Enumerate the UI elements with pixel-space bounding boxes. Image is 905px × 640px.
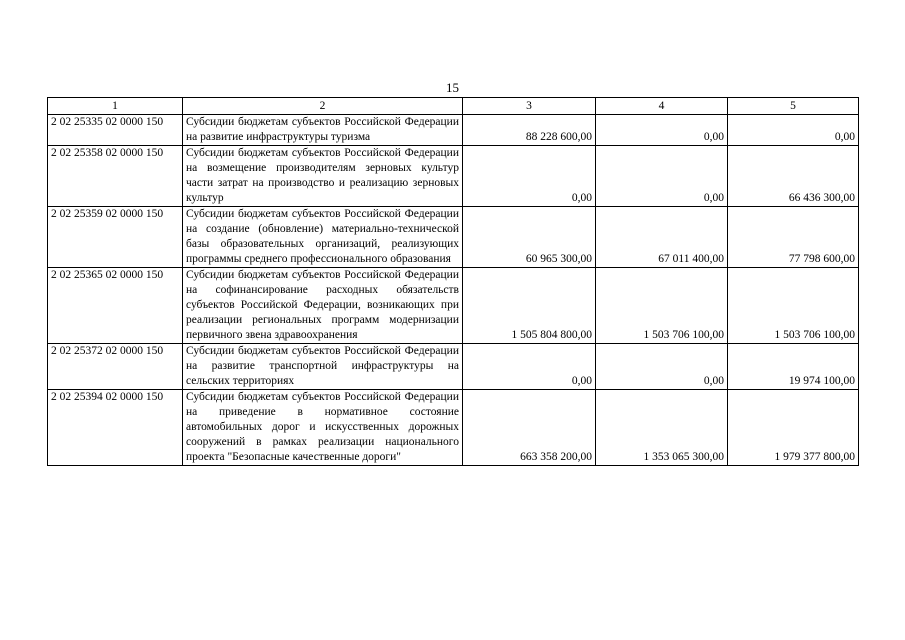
amount-col3: 0,00 [463,146,596,207]
table-row [48,207,859,268]
amount-col3: 60 965 300,00 [463,207,596,268]
row-description: Субсидии бюджетам субъектов Российской Федерации на приведение в нормативное состояние автомобильных дорог и искусственных дорожных сооружений в рамках реализации национального проекта "Безопасные качественные дороги" [183,390,463,466]
amount-col4: 67 011 400,00 [596,207,728,268]
amount-col5: 0,00 [728,115,859,146]
row-description: Субсидии бюджетам субъектов Российской Федерации на софинансирование расходных обязательств субъектов Российской Федерации, возникающих при реализации региональных программ модернизации первичного звена здравоохранения [183,268,463,344]
amount-col3: 663 358 200,00 [463,390,596,466]
amount-col4: 1 503 706 100,00 [596,268,728,344]
amount-col3: 88 228 600,00 [463,115,596,146]
amount-col5: 1 503 706 100,00 [728,268,859,344]
column-header-2: 2 [183,98,463,115]
amount-col4: 0,00 [596,115,728,146]
amount-col4: 0,00 [596,344,728,390]
amount-col5: 66 436 300,00 [728,146,859,207]
amount-col5: 77 798 600,00 [728,207,859,268]
table-row [48,115,859,146]
row-description: Субсидии бюджетам субъектов Российской Федерации на развитие инфраструктуры туризма [183,115,463,146]
budget-code: 2 02 25394 02 0000 150 [48,390,183,466]
table-row [48,390,859,466]
budget-code: 2 02 25358 02 0000 150 [48,146,183,207]
budget-code: 2 02 25335 02 0000 150 [48,115,183,146]
page-number: 15 [446,80,459,95]
amount-col3: 0,00 [463,344,596,390]
budget-code: 2 02 25359 02 0000 150 [48,207,183,268]
column-header-1: 1 [48,98,183,115]
amount-col5: 1 979 377 800,00 [728,390,859,466]
column-header-4: 4 [596,98,728,115]
column-header-5: 5 [728,98,859,115]
amount-col5: 19 974 100,00 [728,344,859,390]
amount-col3: 1 505 804 800,00 [463,268,596,344]
table-row [48,344,859,390]
row-description: Субсидии бюджетам субъектов Российской Федерации на развитие транспортной инфраструктуры на сельских территориях [183,344,463,390]
budget-table [47,97,859,466]
table-row [48,268,859,344]
column-header-3: 3 [463,98,596,115]
amount-col4: 0,00 [596,146,728,207]
budget-code: 2 02 25372 02 0000 150 [48,344,183,390]
header-row [48,98,859,115]
row-description: Субсидии бюджетам субъектов Российской Федерации на создание (обновление) материально-технической базы образовательных организаций, реализующих программы среднего профессионального образования [183,207,463,268]
table-row [48,146,859,207]
amount-col4: 1 353 065 300,00 [596,390,728,466]
budget-code: 2 02 25365 02 0000 150 [48,268,183,344]
row-description: Субсидии бюджетам субъектов Российской Федерации на возмещение производителям зерновых культур части затрат на производство и реализацию зерновых культур [183,146,463,207]
